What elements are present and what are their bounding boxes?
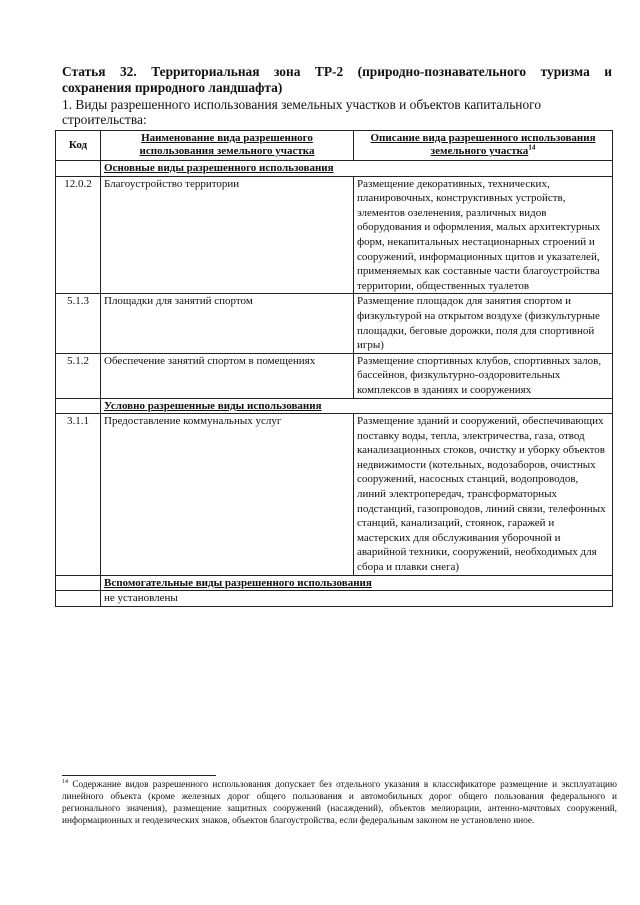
header-name (101, 131, 354, 161)
permitted-use-table (55, 130, 613, 607)
footnote-number: 14 (62, 778, 68, 785)
section-subtitle: 1. Виды разрешенного использования земельных участков и объектов капитального строительства: (62, 97, 542, 127)
row-name: Площадки для занятий спортом (101, 294, 354, 353)
section-title-conditional: Условно разрешенные виды использования (101, 398, 613, 414)
row-description: Размещение спортивных клубов, спортивных залов, бассейнов, физкультурно-оздоровительных комплексов в зданиях и сооружениях (354, 353, 613, 398)
section-title-auxiliary: Вспомогательные виды разрешенного использования (101, 575, 613, 591)
table-row (56, 414, 613, 576)
row-code: 5.1.2 (56, 353, 101, 398)
section-title-main: Основные виды разрешенного использования (101, 161, 613, 177)
table-row (56, 294, 613, 353)
row-name: Обеспечение занятий спортом в помещениях (101, 353, 354, 398)
footnote-reference[interactable]: 14 (528, 143, 536, 152)
header-description (354, 131, 613, 161)
footnote-separator (62, 775, 216, 776)
header-code: Код (56, 131, 101, 161)
row-code: 5.1.3 (56, 294, 101, 353)
section-row (56, 161, 613, 177)
row-code: 12.0.2 (56, 176, 101, 294)
row-description: Размещение площадок для занятия спортом и физкультурой на открытом воздухе (физкультурные площадки, беговые дорожки, поля для спортивной игры) (354, 294, 613, 353)
section-row (56, 575, 613, 591)
row-name: Благоустройство территории (101, 176, 354, 294)
article-heading (62, 64, 612, 96)
section-row (56, 398, 613, 414)
empty-cell (56, 575, 101, 591)
empty-cell (56, 591, 101, 607)
footnote (62, 779, 617, 827)
auxiliary-note: не установлены (101, 591, 613, 607)
article-title-line-2: сохранения природного ландшафта) (62, 80, 283, 95)
footnote-text: Содержание видов разрешенного использования допускает без отдельного указания в классификаторе размещение и эксплуатацию линейного объекта (кроме железных дорог общего пользования и автомобильных дорог общего пользования федерального и регионального значения), размещение защитных сооружений (насаждений), объектов мелиорации, антенно-мачтовых сооружений, информационных и геодезических знаков, объектов благоустройства, если федеральным законом не установлено иное. (62, 780, 617, 826)
row-description: Размещение зданий и сооружений, обеспечивающих поставку воды, тепла, электричества, газа, отвод канализационных стоков, очистку и уборку объектов недвижимости (котельных, водозаборов, очистных сооружений, насосных станций, водопроводов, линий электропередач, трансформаторных подстанций, газопроводов, линий связи, телефонных станций, канализаций, стоянок, гаражей и мастерских для обслуживания уборочной и аварийной техники, сооружений, необходимых для сбора и плавки снега) (354, 414, 613, 576)
header-description-text: Описание вида разрешенного использования земельного участка (370, 132, 596, 157)
table-row (56, 353, 613, 398)
table-row (56, 591, 613, 607)
article-title-line-1: Статья 32. Территориальная зона ТР-2 (природно-познавательного туризма и (62, 64, 612, 79)
row-code: 3.1.1 (56, 414, 101, 576)
row-description: Размещение декоративных, технических, планировочных, конструктивных устройств, элементов озеленения, различных видов оборудования и оформления, малых архитектурных форм, некапитальных нестационарных строений и сооружений, информационных щитов и указателей, применяемых как составные части благоустройства территории, общественных туалетов (354, 176, 613, 294)
empty-cell (56, 398, 101, 414)
row-name: Предоставление коммунальных услуг (101, 414, 354, 576)
table-row (56, 176, 613, 294)
header-name-text: Наименование вида разрешенного использования земельного участка (139, 132, 315, 157)
table-header-row (56, 131, 613, 161)
empty-cell (56, 161, 101, 177)
